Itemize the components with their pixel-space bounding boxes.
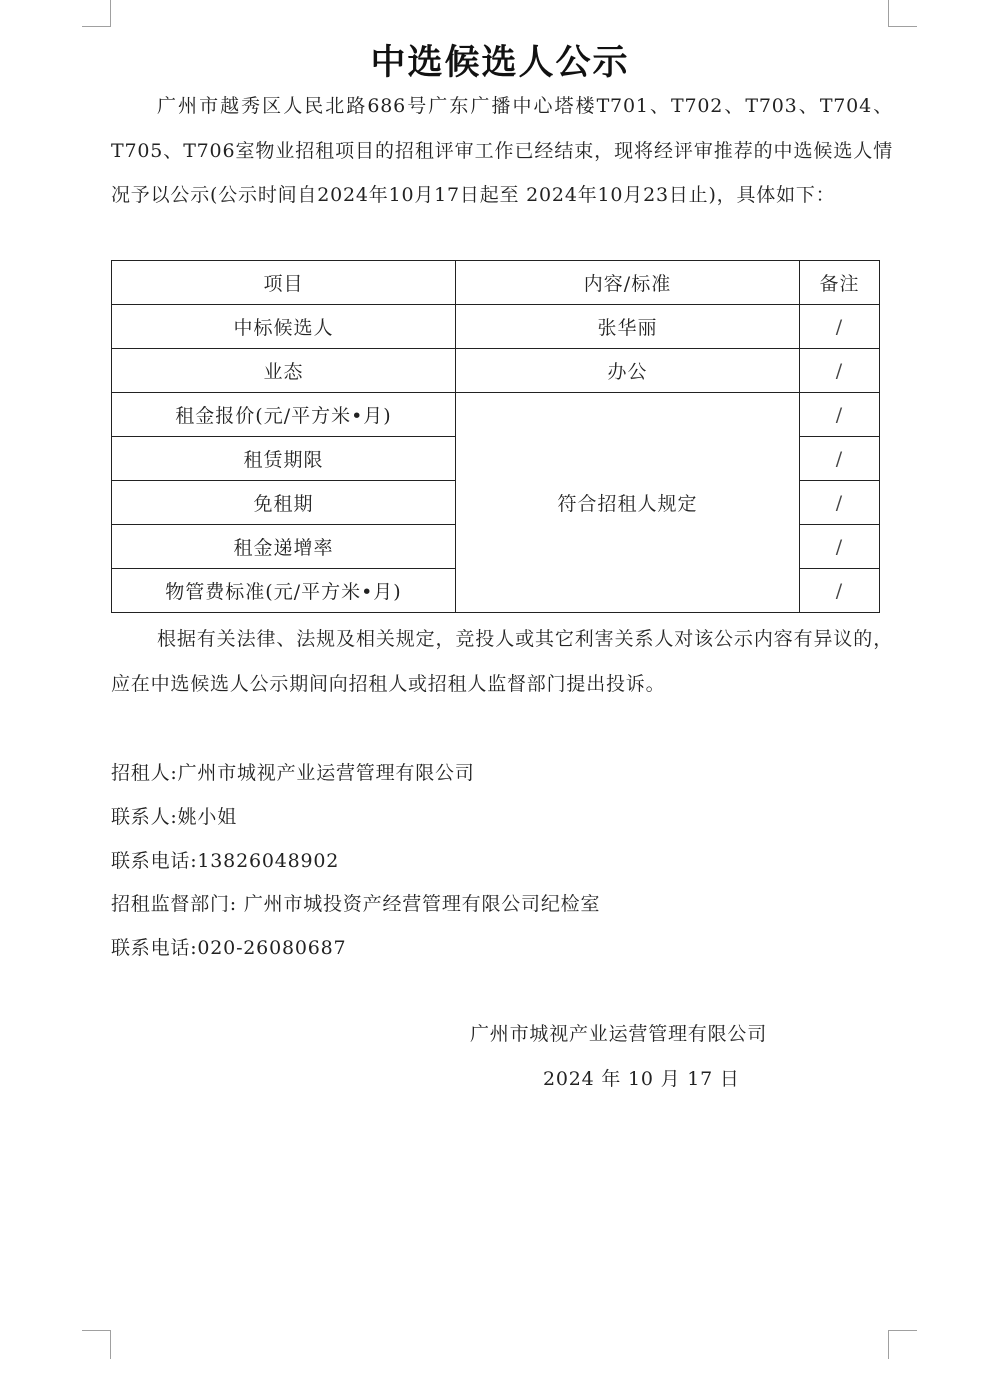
table-header-row	[112, 261, 880, 305]
supervision-department: 招租监督部门: 广州市城投资产经营管理有限公司纪检室	[111, 893, 601, 915]
row-note: /	[800, 481, 880, 525]
row-item: 租金报价(元/平方米•月)	[112, 393, 456, 437]
signature-date: 2024 年 10 月 17 日	[543, 1068, 740, 1090]
row-content: 张华丽	[456, 305, 800, 349]
contact-phone: 联系电话:13826048902	[111, 850, 340, 872]
table-row	[112, 393, 880, 437]
row-note: /	[800, 349, 880, 393]
candidate-table	[111, 260, 880, 613]
contact-lessor: 招租人:广州市城视产业运营管理有限公司	[111, 762, 475, 784]
corner-mark-bottom-left	[82, 1330, 111, 1359]
row-note: /	[800, 569, 880, 613]
contact-person: 联系人:姚小姐	[111, 806, 238, 828]
row-note: /	[800, 437, 880, 481]
corner-mark-top-left	[82, 0, 111, 27]
signature-company: 广州市城视产业运营管理有限公司	[470, 1023, 768, 1045]
row-item: 租赁期限	[112, 437, 456, 481]
objection-paragraph: 根据有关法律、法规及相关规定，竞投人或其它利害关系人对该公示内容有异议的，应在中选候选人公示期间向招租人或招租人监督部门提出投诉。	[111, 628, 893, 695]
table-row	[112, 305, 880, 349]
row-item: 业态	[112, 349, 456, 393]
row-note: /	[800, 305, 880, 349]
corner-mark-bottom-right	[888, 1330, 917, 1359]
corner-mark-top-right	[888, 0, 917, 27]
row-note: /	[800, 525, 880, 569]
page-title: 中选候选人公示	[370, 42, 630, 84]
row-content: 办公	[456, 349, 800, 393]
table-row	[112, 349, 880, 393]
intro-paragraph: 广州市越秀区人民北路686号广东广播中心塔楼T701、T702、T703、T704、T705、T706室物业招租项目的招租评审工作已经结束，现将经评审推荐的中选候选人情况予以公示(公示时间自2024年10月17日起至 2024年10月23日止)，具体如下：	[111, 95, 893, 206]
header-content: 内容/标准	[456, 261, 800, 305]
row-note: /	[800, 393, 880, 437]
row-item: 中标候选人	[112, 305, 456, 349]
merged-content-cell: 符合招租人规定	[456, 393, 800, 613]
header-item: 项目	[112, 261, 456, 305]
row-item: 物管费标准(元/平方米•月)	[112, 569, 456, 613]
row-item: 免租期	[112, 481, 456, 525]
header-note: 备注	[800, 261, 880, 305]
supervision-phone: 联系电话:020-26080687	[111, 937, 347, 959]
row-item: 租金递增率	[112, 525, 456, 569]
